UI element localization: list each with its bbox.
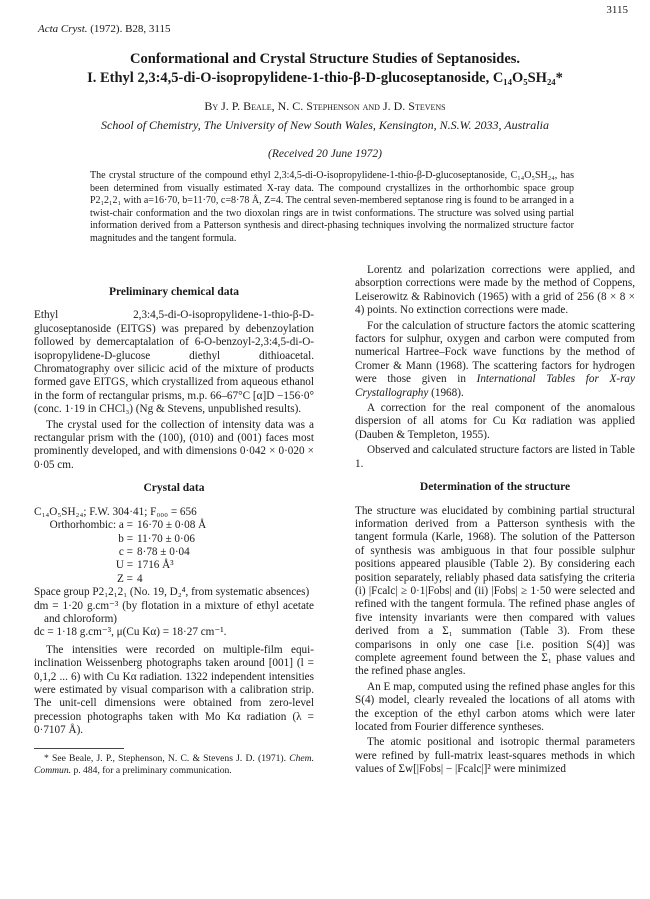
cell-label: U = <box>115 559 133 572</box>
cell-value: 11·70 ± 0·06 <box>137 532 195 545</box>
footnote-rest: p. 484, for a preliminary communication. <box>73 764 232 776</box>
paragraph-text: For the calculation of structure factors the atomic scattering factors for sulphur, oxygen and carbon were computed from numerical Hartree–Fock wave functions by the method of Cromer & Mann (1968). The scattering factors for hydrogen were those given in <box>355 319 635 386</box>
paragraph: The structure was elucidated by combining partial structural information derived from a Patterson synthesis with the tangent formula (Karle, 1968). The solution of the Patterson of synthesis was ambiguous in that four possible sulphur positions appeared plausible (Table 2). By considering each position separately, reliably phased data satisfying the criteria (i) |Fcalc| ≥ 0·1|Fobs| and (ii) |Fobs| ≥ 1·50 were selected and refined with the tangent formula. The refined phase angles of five intensity invariants were then compared with values derived from a Σ₁ summation (Table 3). From these comparisons in only one case [i.e. position S(4)] was complete agreement found between the Σ₁ phase values and the refined phase angles. <box>355 504 635 678</box>
cell-label: Z = <box>117 572 133 585</box>
section-heading-crystal-data: Crystal data <box>143 482 205 495</box>
paragraph: The atomic positional and isotropic thermal parameters were refined by full-matrix least-squares methods in which values of Σw[|Fobs| − |Fcalc|]² were minimized <box>355 736 635 776</box>
crystal-data-list <box>34 506 314 640</box>
cell-label: Orthorhombic: a = <box>49 519 133 532</box>
cell-row <box>34 573 314 586</box>
paragraph: Ethyl 2,3:4,5-di-O-isopropylidene-1-thio-β-D-glucoseptanoside (EITGS) was prepared by debenzoylation followed by demercaptalation of 6-O-benzoyl-2,3:4,5-di-O-isopropylidene-D-glucose diethyl dithioacetal. Chromatography over silicic acid of the mixture of products formed gave EITGS, which crystallized from aqueous ethanol in the form of rectangular prisms, m.p. 66–67°C [α]D −156·0° (conc. 1·19 in CHCl₃) (Ng & Stevens, unpublished results). <box>34 309 314 416</box>
cell-label: b = <box>118 532 133 545</box>
measured-density: dm = 1·20 g.cm⁻³ (by flotation in a mixture of ethyl acetate and chloroform) <box>34 599 314 625</box>
footnote-journal: Chem. Commun. <box>34 752 314 776</box>
paragraph: The intensities were recorded on multiple-film equi-inclination Weissenberg photographs taken around [001] (l = 0,1,2 ... 6) with Cu Kα radiation. 1322 independent intensities were estimated by visual comparison with a calibration strip. The unit-cell dimensions were obtained from zero-level precession photographs taken with Mo Kα radiation (λ = 0·7107 Å). <box>34 643 314 737</box>
calculated-density: dc = 1·18 g.cm⁻³, μ(Cu Kα) = 18·27 cm⁻¹. <box>34 626 227 639</box>
received-date: (Received 20 June 1972) <box>268 148 382 160</box>
cell-row <box>34 519 314 532</box>
footnote <box>34 753 314 777</box>
cell-value: 1716 Å³ <box>137 559 174 572</box>
cell-row <box>34 533 314 546</box>
title-line-1: Conformational and Crystal Structure Studies of Septanosides. <box>129 51 521 67</box>
paragraph <box>355 320 635 400</box>
affiliation: School of Chemistry, The University of New South Wales, Kensington, N.S.W. 2033, Australia <box>101 118 549 132</box>
section-heading-determination: Determination of the structure <box>419 481 571 494</box>
cell-label: c = <box>118 545 133 558</box>
authors: By J. P. Beale, N. C. Stephenson and J. D. Stevens <box>204 99 446 113</box>
paragraph: Observed and calculated structure factors are listed in Table 1. <box>355 444 635 470</box>
formula-line: C₁₄O₅SH₂₄; F.W. 304·41; F₀₀₀ = 656 <box>34 505 197 518</box>
footnote-author: * See Beale, J. P., Stephenson, N. C. & Stevens J. D. (1971). <box>44 752 287 764</box>
left-column <box>34 276 314 777</box>
paragraph: The crystal used for the collection of intensity data was a rectangular prism with the (100), (010) and (001) faces most prominently developed, and with dimensions 0·042 × 0·020 × 0·05 cm. <box>34 418 314 471</box>
cell-row <box>34 546 314 559</box>
space-group: Space group P2₁2₁2₁ (No. 19, D₂⁴, from systematic absences) <box>34 586 310 599</box>
paper-title <box>20 50 630 88</box>
paragraph: An E map, computed using the refined phase angles for this S(4) model, clearly revealed the locations of all atoms with the exception of the ethyl carbon atoms which were later located from Fourier difference syntheses. <box>355 680 635 733</box>
reference-title: International Tables for X-ray Crystallography <box>355 373 635 399</box>
journal-citation: (1972). B28, 3115 <box>90 23 171 35</box>
section-heading-preliminary: Preliminary chemical data <box>108 286 240 298</box>
cell-row <box>34 559 314 572</box>
page-number: 3115 <box>606 4 628 16</box>
cell-value: 4 <box>137 572 143 585</box>
abstract: The crystal structure of the compound ethyl 2,3:4,5-di-O-isopropylidene-1-thio-β-D-glucoseptanoside, C₁₄O₅SH₂₄, has been determined from visually estimated X-ray data. The compound crystallizes in the orthorhombic space group P2₁2₁2₁ with a=16·70, b=11·70, c=8·78 Å, Z=4. The central seven-membered septanose ring is found to be arranged in a twist-chair conformation and the two dioxolan rings are in twist conformations. The structure was solved using partial information derived from a Patterson synthesis and direct-phasing techniques involving the normalized structure factor magnitudes and the tangent formula. <box>90 170 574 244</box>
footnote-divider <box>34 748 124 749</box>
paragraph: A correction for the real component of the anomalous dispersion of all atoms for Cu Kα radiation was applied (Dauben & Templeton, 1955). <box>355 402 635 441</box>
right-column <box>355 264 635 779</box>
paragraph: Lorentz and polarization corrections were applied, and absorption corrections were made by the method of Coppens, Leiserowitz & Rabinovich (1965) with a grid of 256 (8 × 8 × 4) points. No extinction corrections were made. <box>355 264 635 317</box>
cell-value: 16·70 ± 0·08 Å <box>137 519 207 532</box>
title-line-2: I. Ethyl 2,3:4,5-di-O-isopropylidene-1-thio-β-D-glucoseptanoside, C₁₄O₅SH₂₄* <box>87 70 563 86</box>
paragraph-text: (1968). <box>431 386 464 399</box>
cell-value: 8·78 ± 0·04 <box>137 545 190 558</box>
journal-name: Acta Cryst. <box>38 23 88 35</box>
journal-reference <box>38 22 171 36</box>
